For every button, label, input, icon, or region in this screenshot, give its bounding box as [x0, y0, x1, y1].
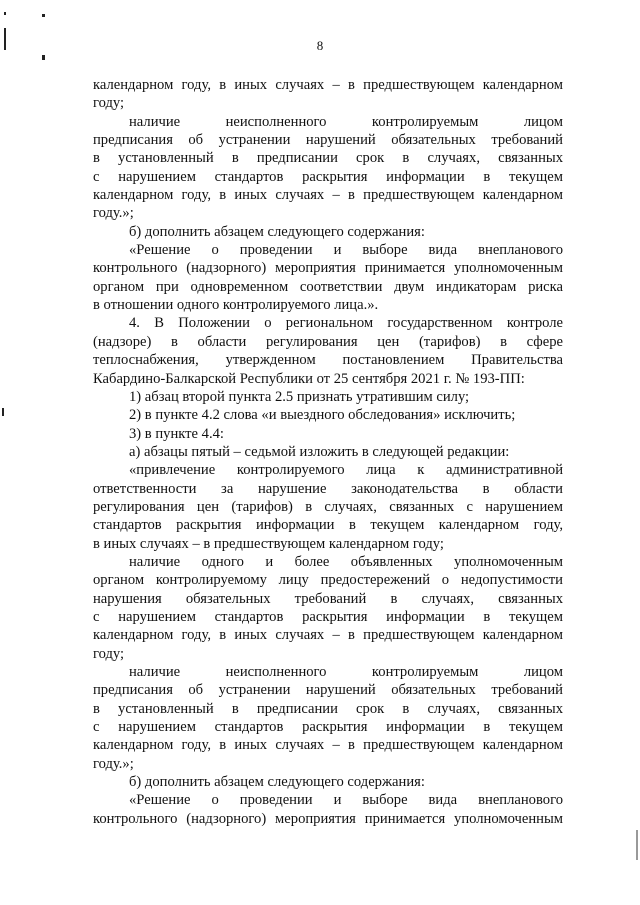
text-line: году.»;: [93, 755, 134, 772]
document-body: [93, 76, 563, 828]
text-line: в установленный в предписании срок в случаях, связанных: [93, 700, 563, 717]
text-line: с нарушением стандартов раскрытия информации в текущем: [93, 719, 563, 736]
text-line: органом контролируемому лицу предостережений о недопустимости: [93, 572, 563, 589]
text-line: контрольного (надзорного) мероприятия принимается уполномоченным: [93, 260, 563, 277]
text-line: (надзоре) в области регулирования цен (тарифов) в сфере: [93, 333, 563, 350]
scan-artifact-mark: [636, 830, 638, 860]
page-number: 8: [316, 38, 324, 53]
text-line: «Решение о проведении и выборе вида внепланового: [129, 242, 563, 259]
text-line: в иных случаях – в предшествующем календарном году;: [93, 535, 444, 552]
text-line: с нарушением стандартов раскрытия информации в текущем: [93, 168, 563, 185]
text-line: «привлечение контролируемого лица к административной: [129, 462, 563, 479]
text-line: б) дополнить абзацем следующего содержания:: [129, 774, 425, 791]
text-line: в отношении одного контролируемого лица.».: [93, 297, 379, 314]
text-line: в установленный в предписании срок в случаях, связанных: [93, 150, 563, 167]
text-line: календарном году, в иных случаях – в предшествующем календарном: [93, 187, 563, 204]
text-line: предписания об устранении нарушений обязательных требований: [93, 132, 563, 149]
text-line: 2) в пункте 4.2 слова «и выездного обследования» исключить;: [129, 407, 516, 424]
text-line: 1) абзац второй пункта 2.5 признать утратившим силу;: [129, 388, 470, 405]
text-line: наличие одного и более объявленных уполномоченным: [129, 553, 563, 570]
text-line: с нарушением стандартов раскрытия информации в текущем: [93, 608, 563, 625]
text-line: теплоснабжения, утвержденном постановлением Правительства: [93, 352, 563, 369]
text-line: Кабардино-Балкарской Республики от 25 сентября 2021 г. № 193-ПП:: [93, 370, 525, 387]
text-line: контрольного (надзорного) мероприятия принимается уполномоченным: [93, 810, 563, 827]
text-line: стандартов раскрытия информации в текущем календарном году,: [93, 517, 563, 534]
text-line: наличие неисполненного контролируемым лицом: [129, 664, 563, 680]
scan-artifact-mark: [2, 408, 4, 416]
scan-artifact-mark: [42, 55, 45, 60]
text-line: органом при одновременном соответствии двум индикаторам риска: [93, 278, 563, 295]
text-line: б) дополнить абзацем следующего содержания:: [129, 223, 425, 240]
text-line: регулирования цен (тарифов) в случаях, связанных с нарушением: [93, 498, 563, 515]
text-line: календарном году, в иных случаях – в предшествующем календарном: [93, 627, 563, 644]
text-line: наличие неисполненного контролируемым лицом: [129, 113, 563, 130]
scan-artifact-mark: [4, 12, 6, 15]
text-line: «Решение о проведении и выборе вида внепланового: [129, 792, 563, 809]
text-line: а) абзацы пятый – седьмой изложить в следующей редакции:: [129, 443, 510, 460]
text-line: 3) в пункте 4.4:: [129, 425, 224, 442]
text-line: нарушения обязательных требований в случаях, связанных: [93, 590, 563, 607]
text-line: году;: [93, 95, 125, 112]
text-line: календарном году, в иных случаях – в предшествующем календарном: [93, 737, 563, 754]
text-line: году.»;: [93, 205, 134, 222]
text-line: году;: [93, 645, 125, 662]
scan-artifact-mark: [42, 14, 45, 17]
text-line: календарном году, в иных случаях – в предшествующем календарном: [93, 77, 563, 93]
text-line: ответственности за нарушение законодательства в области: [93, 480, 563, 497]
text-line: предписания об устранении нарушений обязательных требований: [93, 682, 563, 699]
text-line: 4. В Положении о региональном государственном контроле: [129, 315, 563, 332]
